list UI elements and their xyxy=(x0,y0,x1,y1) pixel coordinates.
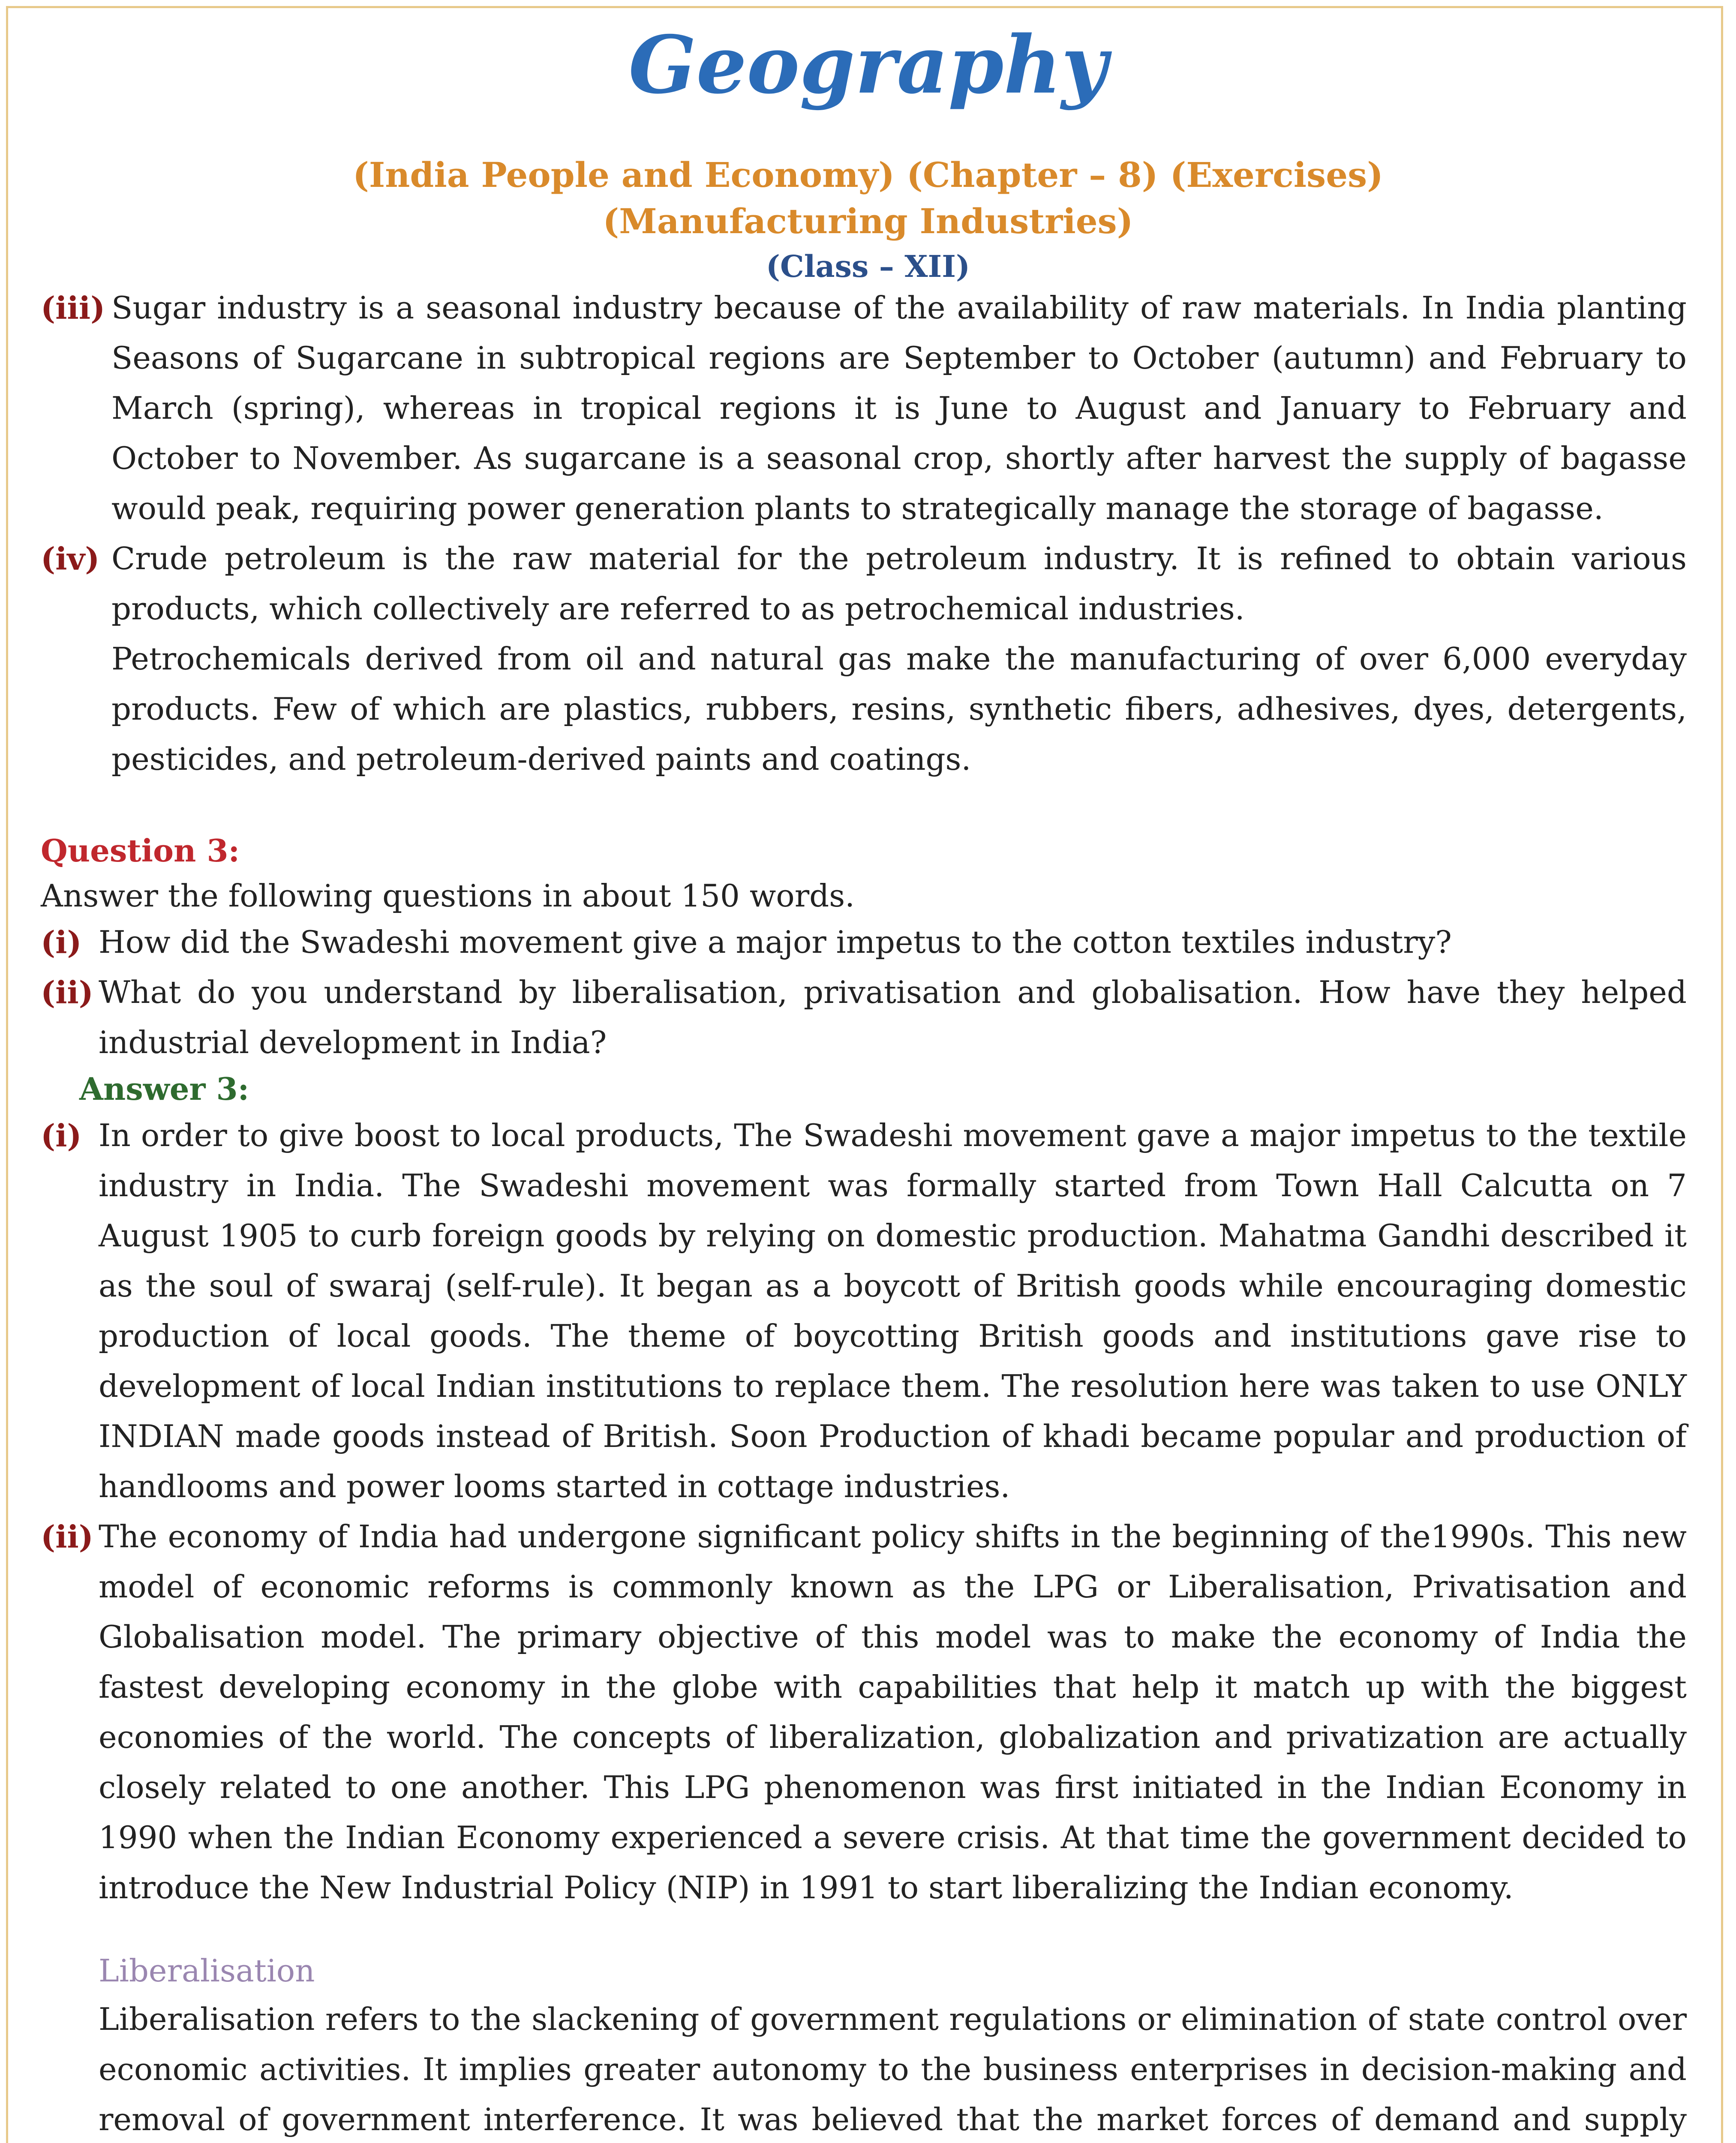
class-label: (Class – XII) xyxy=(766,249,970,284)
answer3-item-i xyxy=(41,1111,1687,1512)
item-marker: (ii) xyxy=(41,974,93,1011)
book-chapter-subtitle: (India People and Economy) (Chapter – 8) (Exercises) xyxy=(352,155,1384,195)
liberalisation-heading: Liberalisation xyxy=(99,1953,315,1989)
answer-item-iv xyxy=(41,534,1687,634)
question-item-i xyxy=(41,917,1687,967)
item-marker: (iii) xyxy=(41,290,105,326)
answer-heading: Answer 3: xyxy=(79,1071,249,1107)
item-marker: (iv) xyxy=(41,540,100,577)
item-text: The economy of India had undergone significant policy shifts in the beginning of the1990s. This new model of economic reforms is commonly known as the LPG or Liberalisation, Privatisation and Globalisation model. The primary objective of this model was to make the economy of India the fastest developing economy in the globe with capabilities that help it match up with the biggest economies of the world. The concepts of liberalization, globalization and privatization are actually closely related to one another. This LPG phenomenon was first initiated in the Indian Economy in 1990 when the Indian Economy experienced a severe crisis. At that time the government decided to introduce the New Industrial Policy (NIP) in 1991 to start liberalizing the Indian economy. xyxy=(99,1519,1687,1906)
answer-item-iii xyxy=(41,283,1687,534)
question-heading: Question 3: xyxy=(41,832,240,869)
item-text: Crude petroleum is the raw material for the petroleum industry. It is refined to obtain various products, which collectively are referred to as petrochemical industries. xyxy=(111,540,1687,627)
item-marker: (ii) xyxy=(41,1519,93,1555)
item-marker: (i) xyxy=(41,1117,82,1154)
chapter-name-subtitle: (Manufacturing Industries) xyxy=(603,201,1133,241)
answer3-item-ii xyxy=(41,1512,1687,1913)
liberalisation-paragraph: Liberalisation refers to the slackening of government regulations or elimination of state control over economic activities. It implies greater autonomy to the business enterprises in decision-making and removal of government interference. It was believed that the market forces of demand and supply xyxy=(99,2001,1687,2137)
item-text: In order to give boost to local products, The Swadeshi movement gave a major impetus to the textile industry in India. The Swadeshi movement was formally started from Town Hall Calcutta on 7 August 1905 to curb foreign goods by relying on domestic production. Mahatma Gandhi described it as the soul of swaraj (self-rule). It began as a boycott of British goods while encouraging domestic production of local goods. The theme of boycotting British goods and institutions gave rise to development of local Indian institutions to replace them. The resolution here was taken to use ONLY INDIAN made goods instead of British. Soon Production of khadi became popular and production of handlooms and power looms started in cottage industries. xyxy=(99,1117,1687,1504)
page-title: Geography xyxy=(628,18,1108,111)
item-text: Sugar industry is a seasonal industry because of the availability of raw materials. In India planting Seasons of Sugarcane in subtropical regions are September to October (autumn) and February to March (spring), whereas in tropical regions it is June to August and January to February and October to November. As sugarcane is a seasonal crop, shortly after harvest the supply of bagasse would peak, requiring power generation plants to strategically manage the storage of bagasse. xyxy=(111,290,1687,526)
item-text: How did the Swadeshi movement give a major impetus to the cotton textiles industry? xyxy=(99,924,1452,960)
item-text: What do you understand by liberalisation, privatisation and globalisation. How have they helped industrial development in India? xyxy=(99,974,1687,1060)
answer-item-iv-continuation: Petrochemicals derived from oil and natural gas make the manufacturing of over 6,000 everyday products. Few of which are plastics, rubbers, resins, synthetic fibers, adhesives, dyes, detergents, pesticides, and petroleum-derived paints and coatings. xyxy=(111,641,1687,777)
item-marker: (i) xyxy=(41,924,82,960)
page-body xyxy=(41,283,1687,2143)
question-instruction: Answer the following questions in about 150 words. xyxy=(41,878,855,914)
question-item-ii xyxy=(41,967,1687,1068)
